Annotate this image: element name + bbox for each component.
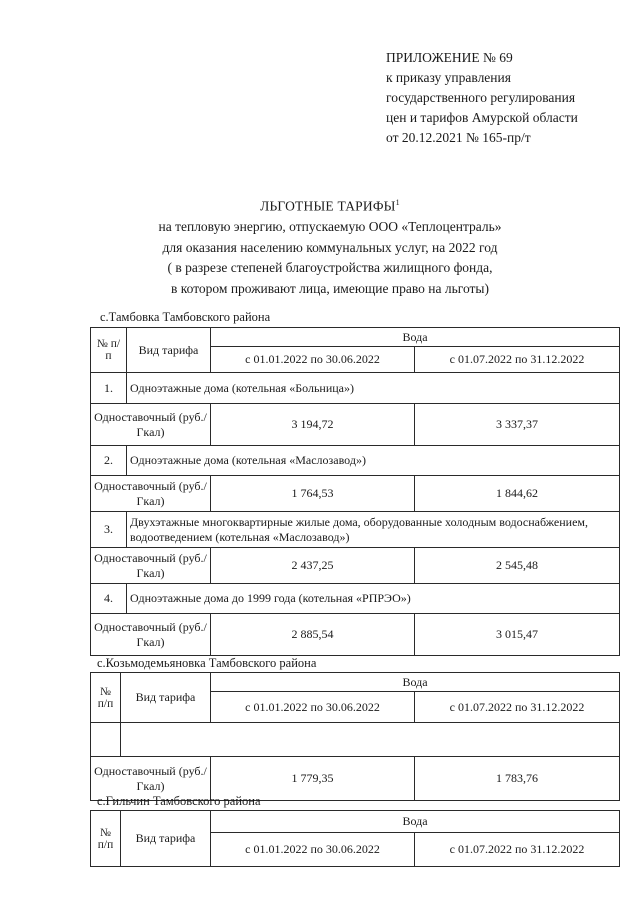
appendix-line: к приказу управления — [386, 70, 511, 85]
tariff-table-gilchin — [90, 810, 620, 867]
tariff-value: 1 844,62 — [415, 476, 620, 512]
header-period2: с 01.07.2022 по 31.12.2022 — [415, 347, 620, 373]
document-title-block — [95, 193, 565, 299]
header-type: Вид тарифа — [127, 328, 211, 373]
row-description: Одноэтажные дома до 1999 года (котельная «РПРЭО») — [127, 584, 620, 614]
header-period1: с 01.01.2022 по 30.06.2022 — [211, 692, 415, 723]
table-row — [91, 584, 620, 614]
section-label-gilchin: с.Гильчин Тамбовского района — [97, 794, 261, 808]
section-label-kozmodemyanovka: с.Козьмодемьяновка Тамбовского района — [97, 656, 317, 670]
section-label-tambovka: с.Тамбовка Тамбовского района — [100, 310, 271, 324]
row-number: 2. — [91, 446, 127, 476]
header-group: Вода — [211, 328, 620, 347]
tariff-value: 2 545,48 — [415, 548, 620, 584]
table-row — [91, 723, 620, 757]
tariff-value: 3 337,37 — [415, 404, 620, 446]
header-num: № п/п — [91, 811, 121, 867]
header-period1: с 01.01.2022 по 30.06.2022 — [211, 833, 415, 867]
tariff-value: 1 764,53 — [211, 476, 415, 512]
header-period2: с 01.07.2022 по 31.12.2022 — [415, 833, 620, 867]
header-period1: с 01.01.2022 по 30.06.2022 — [211, 347, 415, 373]
header-group: Вода — [211, 811, 620, 833]
header-num: № п/п — [91, 673, 121, 723]
table-row — [91, 373, 620, 404]
tariff-value: 3 194,72 — [211, 404, 415, 446]
title-line: для оказания населению коммунальных услуг, на 2022 год — [162, 239, 498, 255]
row-description: Одноэтажные дома (котельная «Маслозавод») — [127, 446, 620, 476]
tariff-table-kozmodemyanovka — [90, 672, 620, 801]
row-description: Двухэтажные многоквартирные жилые дома, оборудованные холодным водоснабжением, водоотведением (котельная «Маслозавод») — [127, 512, 620, 548]
tariff-type: Одноставочный (руб./Гкал) — [91, 404, 211, 446]
title-line: в котором проживают лица, имеющие право на льготы) — [171, 280, 489, 296]
appendix-line: государственного регулирования — [386, 90, 576, 105]
header-num: № п/п — [91, 328, 127, 373]
header-period2: с 01.07.2022 по 31.12.2022 — [415, 692, 620, 723]
tariff-value: 2 885,54 — [211, 614, 415, 656]
tariff-value: 1 783,76 — [415, 757, 620, 801]
tariff-value: 1 779,35 — [211, 757, 415, 801]
appendix-line: цен и тарифов Амурской области — [386, 110, 578, 125]
tariff-type: Одноставочный (руб./Гкал) — [91, 548, 211, 584]
row-description — [121, 723, 620, 757]
row-number: 4. — [91, 584, 127, 614]
header-type: Вид тарифа — [121, 811, 211, 867]
appendix-line: от 20.12.2021 № 165-пр/т — [386, 130, 531, 145]
tariff-value: 2 437,25 — [211, 548, 415, 584]
row-number: 3. — [91, 512, 127, 548]
table-row — [91, 404, 620, 446]
table-row — [91, 614, 620, 656]
tariff-type: Одноставочный (руб./Гкал) — [91, 476, 211, 512]
tariff-type: Одноставочный (руб./Гкал) — [91, 614, 211, 656]
table-row — [91, 548, 620, 584]
header-type: Вид тарифа — [121, 673, 211, 723]
tariff-value: 3 015,47 — [415, 614, 620, 656]
header-group: Вода — [211, 673, 620, 692]
row-number — [91, 723, 121, 757]
tariff-table-tambovka — [90, 327, 620, 656]
title-line: ( в разрезе степеней благоустройства жилищного фонда, — [167, 260, 493, 275]
table-row — [91, 446, 620, 476]
row-description: Одноэтажные дома (котельная «Больница») — [127, 373, 620, 404]
appendix-header — [386, 48, 626, 148]
footnote-mark: 1 — [395, 198, 400, 207]
tariff-type: Одноставочный (руб./Гкал) — [91, 757, 211, 801]
title-line: на тепловую энергию, отпускаемую ООО «Теплоцентраль» — [158, 219, 502, 234]
table-row — [91, 512, 620, 548]
row-number: 1. — [91, 373, 127, 404]
appendix-title: ПРИЛОЖЕНИЕ № 69 — [386, 50, 513, 65]
document-title: ЛЬГОТНЫЕ ТАРИФЫ$^1$ — [260, 198, 400, 214]
table-row — [91, 476, 620, 512]
